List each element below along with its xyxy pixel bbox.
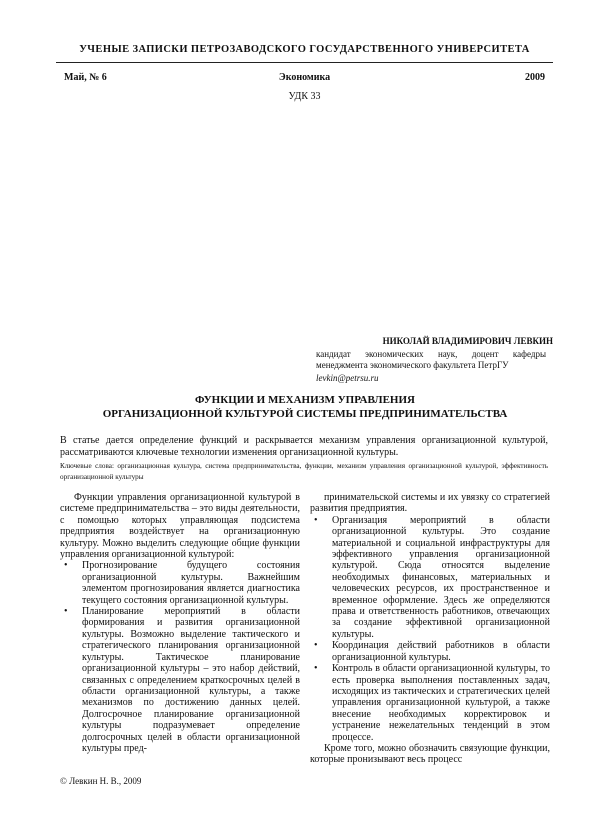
title-line-1: ФУНКЦИИ И МЕХАНИЗМ УПРАВЛЕНИЯ <box>195 394 415 406</box>
journal-title: УЧЕНЫЕ ЗАПИСКИ ПЕТРОЗАВОДСКОГО ГОСУДАРСТВЕННОГО УНИВЕРСИТЕТА <box>79 44 530 55</box>
list-item: • Прогнозирование будущего состояния организационной культуры. Важнейшим элементом прогнозирования является диагностика текущего состояния организационной культуры. <box>60 560 300 606</box>
section-label: Экономика <box>278 72 331 83</box>
udk-code: УДК 33 <box>288 91 321 102</box>
author-affiliation: кандидат экономических наук, доцент кафедры менеджмента экономического факультета ПетрГУ <box>316 349 546 370</box>
author-name: НИКОЛАЙ ВЛАДИМИРОВИЧ ЛЕВКИН <box>382 336 553 346</box>
right-function-list <box>310 515 550 743</box>
author-email[interactable]: levkin@petrsu.ru <box>316 373 379 383</box>
article-title <box>60 393 550 421</box>
left-intro: Функции управления организационной культурой в системе предпринимательства – это виды деятельности, с помощью которых управляющая подсистема предприятия воздействует на организационную культуру. Можно выделить следующие общие функции управления организационной культурой: <box>60 492 300 561</box>
right-continuation: принимательской системы и их увязку со стратегией развития предприятия. <box>310 492 550 515</box>
keywords: Ключевые слова: организационная культура, система предпринимательства, функции, механизм управления организационной культурой, эффективность организационной культуры <box>60 462 548 481</box>
abstract: В статье дается определение функций и раскрывается механизм управления организационной культурой, рассматриваются ключевые технологии изменения организационной культуры. <box>60 435 548 458</box>
list-item: • Контроль в области организационной культуры, то есть проверка выполнения поставленных задач, исходящих из тактических и стратегических целей управления организационной культурой, а также внесение необходимых корректировок и устранение нежелательных тенденций в этом процессе. <box>310 663 550 743</box>
list-item: • Планирование мероприятий в области формирования и развития организационной культуры. Возможно выделение тактического и стратегического планирования организационной культуры. Тактическое планирование организационной культуры – это набор действий, связанных с определением краткосрочных целей в области организационной культуры, а также механизмов по достижению данных целей. Долгосрочное планирование организационной культуры подразумевает определение долгосрочных целей в области организационной культуры пред- <box>60 606 300 754</box>
left-column <box>60 492 300 754</box>
title-line-2: ОРГАНИЗАЦИОННОЙ КУЛЬТУРОЙ СИСТЕМЫ ПРЕДПРИНИМАТЕЛЬСТВА <box>102 408 508 420</box>
list-item: • Координация действий работников в области организационной культуры. <box>310 640 550 663</box>
header-rule <box>56 62 553 63</box>
issue-meta <box>64 72 545 83</box>
copyright: © Левкин Н. В., 2009 <box>60 776 142 786</box>
list-item: • Организация мероприятий в области организационной культуры. Это создание материальной и социальной инфраструктуры для эффективного управления организационной культурой. Сюда относятся выделение необходимых финансовых, материальных и человеческих ресурсов, их пространственное и временное оформление. Здесь же определяются права и ответственность работников, отвечающих за создание эффективной организационной культуры. <box>310 515 550 640</box>
right-outro: Кроме того, можно обозначить связующие функции, которые пронизывают весь процесс <box>310 742 550 766</box>
year-label: 2009 <box>525 72 545 83</box>
issue-label: Май, № 6 <box>64 72 107 83</box>
right-column <box>310 492 550 766</box>
left-function-list <box>60 560 300 754</box>
